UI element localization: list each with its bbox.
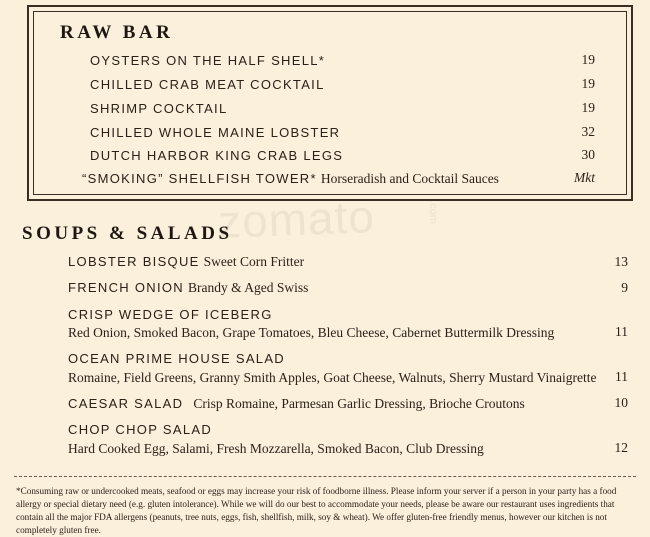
item-price: 13 [614,254,628,269]
item-price: 11 [615,324,628,339]
menu-item-description-row [68,324,554,342]
item-price: 32 [581,124,595,139]
allergen-footnote: *Consuming raw or undercooked meats, seafood or eggs may increase your risk of foodborne illness. Please inform your server if a person in your party has a food allergy or special dietary need (e.g. gluten intolerance). While we will do our best to accommodate your needs, please be aware our restaurant uses ingredients that contain all the major FDA allergens (peanuts, tree nuts, eggs, fish, shellfish, milk, soy & wheat). We offer gluten-free friendly menus, however our kitchen is not completely gluten free. [16,486,617,535]
item-name: “SMOKING” SHELLFISH TOWER* [82,171,317,186]
menu-item-name [68,350,285,368]
item-price: 12 [614,440,628,455]
item-name: OCEAN PRIME HOUSE SALAD [68,351,285,366]
menu-item [68,395,525,413]
raw-bar-heading: RAW BAR [60,22,174,43]
item-price: 11 [615,369,628,384]
item-description: Horseradish and Cocktail Sauces [320,171,499,186]
item-description: Sweet Corn Fritter [203,254,305,269]
raw-bar-item [90,124,340,142]
menu-item-description-row [68,369,597,387]
menu-item [68,279,308,297]
item-price: 19 [581,76,595,91]
item-price: 19 [581,100,595,115]
item-price: 9 [621,280,628,295]
watermark: zomato [217,190,376,248]
item-description: Romaine, Field Greens, Granny Smith Apples, Goat Cheese, Walnuts, Sherry Mustard Vinaigrette [68,370,597,385]
item-price: 30 [581,147,595,162]
item-description: Crisp Romaine, Parmesan Garlic Dressing, Brioche Croutons [193,396,525,411]
item-name: FRENCH ONION [68,280,184,295]
raw-bar-item [90,76,325,94]
item-description: Red Onion, Smoked Bacon, Grape Tomatoes, Bleu Cheese, Cabernet Buttermilk Dressing [68,325,555,340]
watermark-suffix: .com [426,200,439,224]
item-name: OYSTERS ON THE HALF SHELL* [90,53,326,68]
item-name: LOBSTER BISQUE [68,254,200,269]
menu-item-description-row [68,440,484,458]
item-price: 19 [581,52,595,67]
item-price: Mkt [574,170,595,185]
menu-item-name [68,421,212,439]
menu-item [68,253,304,271]
item-name: DUTCH HARBOR KING CRAB LEGS [90,148,344,163]
raw-bar-item [90,52,325,70]
item-price: 10 [614,395,628,410]
item-description: Brandy & Aged Swiss [188,280,309,295]
raw-bar-item [90,147,343,165]
item-name: CHILLED CRAB MEAT COCKTAIL [90,77,325,92]
footnote-divider [14,476,636,477]
item-name: CHILLED WHOLE MAINE LOBSTER [90,125,341,140]
soups-salads-heading: SOUPS & SALADS [22,223,233,244]
item-name: CHOP CHOP SALAD [68,422,213,437]
item-name: CAESAR SALAD [68,396,184,411]
menu-item-name [68,306,273,324]
raw-bar-item [82,170,499,188]
item-description: Hard Cooked Egg, Salami, Fresh Mozzarella, Smoked Bacon, Club Dressing [68,441,484,456]
raw-bar-item [90,100,227,118]
item-name: CRISP WEDGE OF ICEBERG [68,307,273,322]
item-name: SHRIMP COCKTAIL [90,101,228,116]
